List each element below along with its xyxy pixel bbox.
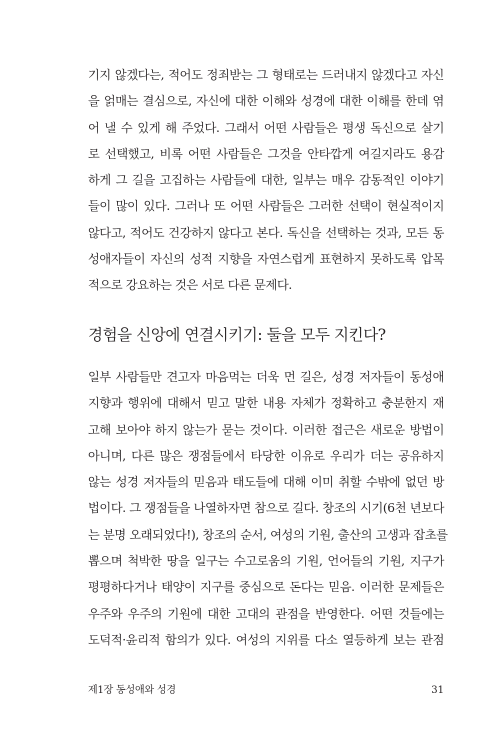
- running-footer-chapter: 제1장 동성애와 성경: [88, 685, 176, 696]
- text-line: 로 선택했고, 비록 어떤 사람들은 그것을 안타깝게 여길지라도 용감: [88, 146, 444, 161]
- text-line: 들이 많이 있다. 그러나 또 어떤 사람들은 그러한 선택이 현실적이지: [88, 199, 444, 214]
- text-line: 아니며, 다른 많은 쟁점들에서 타당한 이유로 우리가 더는 공유하지: [88, 448, 444, 463]
- text-line: 우주와 우주의 기원에 대한 고대의 관점을 반영한다. 어떤 것들에는: [88, 606, 444, 621]
- text-line: 어 낼 수 있게 해 주었다. 그래서 어떤 사람들은 평생 독신으로 살기: [88, 120, 444, 135]
- text-line: 하게 그 길을 고집하는 사람들에 대한, 일부는 매우 감동적인 이야기: [88, 173, 444, 188]
- text-line: 일부 사람들만 견고자 마음먹는 더욱 먼 길은, 성경 저자들이 동성애: [88, 370, 444, 384]
- text-line: 않다고, 적어도 건강하지 않다고 본다. 독신을 선택하는 것과, 모든 동: [88, 225, 444, 240]
- text-line: 기지 않겠다는, 적어도 정죄받는 그 형태로는 드러내지 않겠다고 자신: [88, 68, 444, 82]
- text-line: 을 얽매는 결심으로, 자신에 대한 이해와 성경에 대한 이해를 한데 엮: [88, 94, 444, 109]
- text-line: 성애자들이 자신의 성적 지향을 자연스럽게 표현하지 못하도록 압목: [88, 252, 444, 267]
- text-line: 는 분명 오래되었다!), 창조의 순서, 여성의 기원, 출산의 고생과 잡초를: [88, 527, 448, 542]
- text-line: 않는 성경 저자들의 믿음과 태도들에 대해 이미 취할 수밖에 없던 방: [88, 475, 444, 490]
- text-line: 지향과 행위에 대해서 믿고 말한 내용 자체가 정확하고 충분한지 재: [88, 396, 444, 411]
- page-number: 31: [431, 685, 444, 696]
- text-line: 적으로 강요하는 것은 서로 다른 문제다.: [88, 278, 292, 293]
- paragraph: [88, 364, 448, 653]
- text-line: 법이다. 그 쟁점들을 나열하자면 참으로 길다. 창조의 시기(6천 년보다: [88, 501, 444, 516]
- text-line: 뽑으며 척박한 땅을 일구는 수고로움의 기원, 언어들의 기원, 지구가: [88, 554, 444, 569]
- text-line: 평평하다거나 태양이 지구를 중심으로 돈다는 믿음. 이러한 문제들은: [88, 580, 444, 595]
- section-heading: 경험을 신앙에 연결시키기: 둘을 모두 지킨다?: [88, 326, 386, 344]
- text-line: 도덕적·윤리적 함의가 있다. 여성의 지위를 다소 열등하게 보는 관점: [88, 632, 444, 647]
- text-line: 고해 보아야 하지 않는가 묻는 것이다. 이러한 접근은 새로운 방법이: [88, 422, 444, 437]
- paragraph-continued: [88, 62, 444, 299]
